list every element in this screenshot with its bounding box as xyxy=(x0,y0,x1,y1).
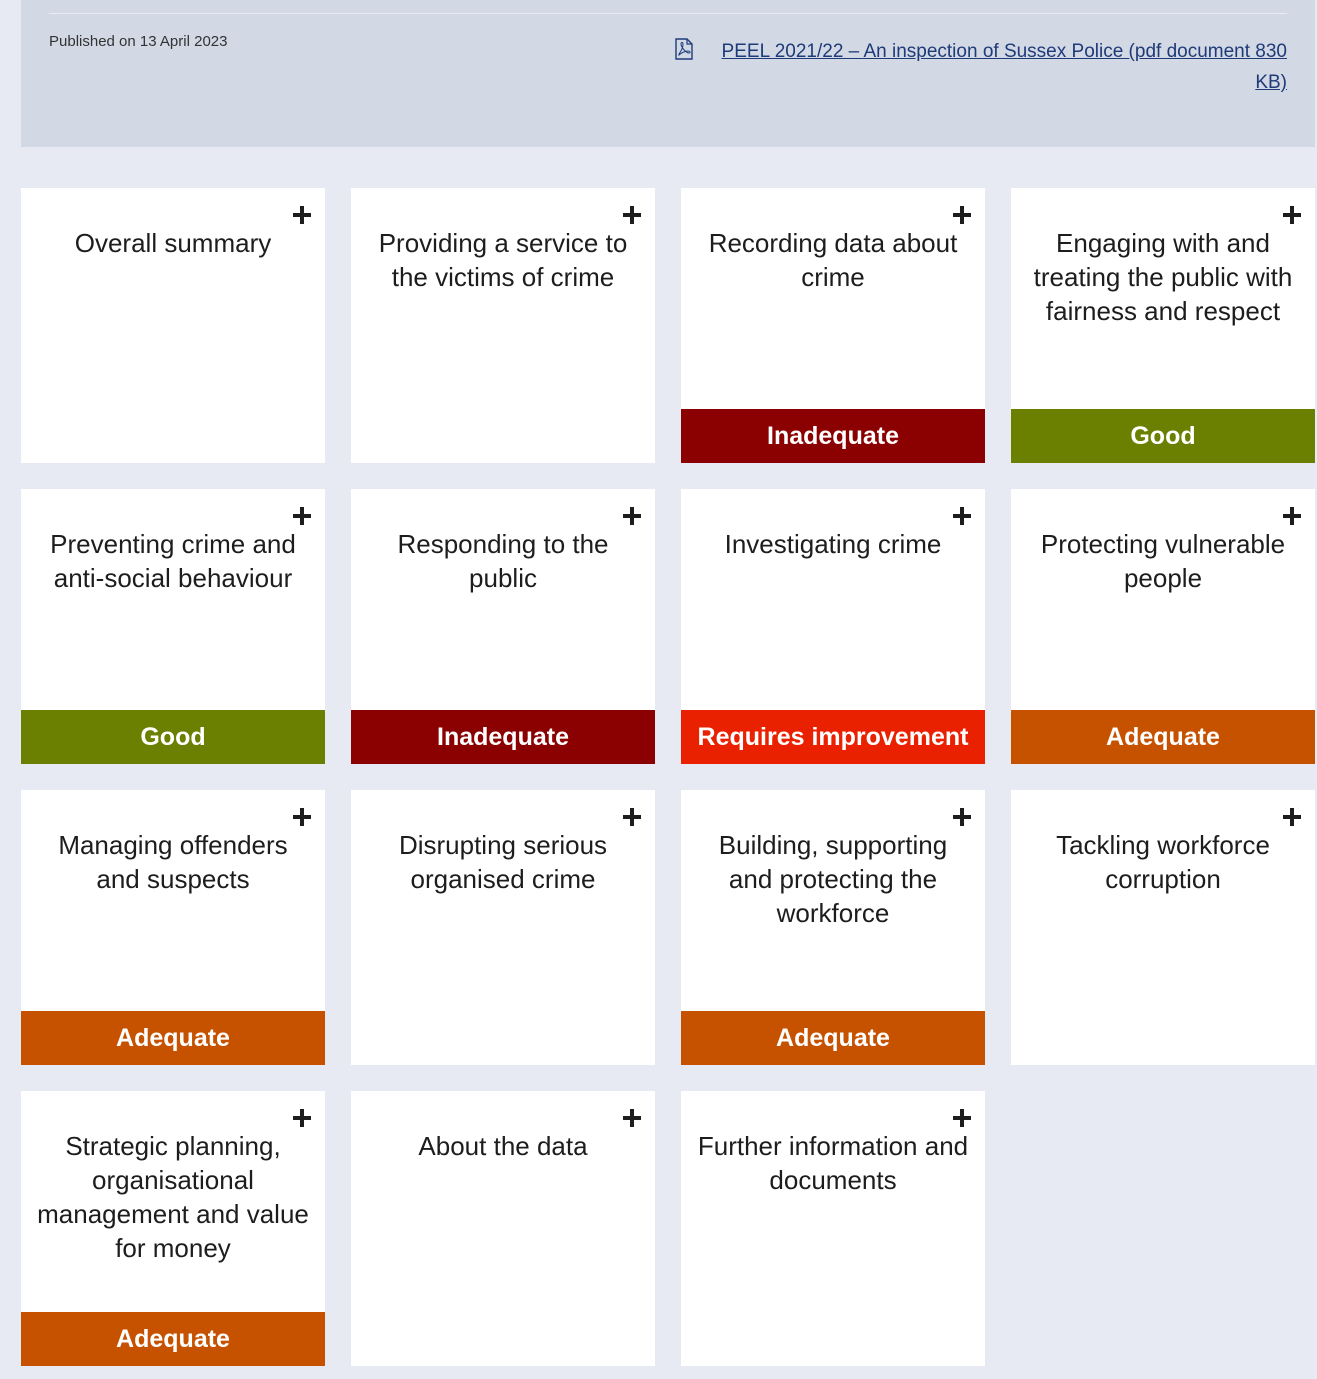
card-title: Preventing crime and anti-social behaviour xyxy=(50,529,296,593)
expand-plus-icon[interactable] xyxy=(1283,206,1301,224)
expand-plus-icon[interactable] xyxy=(293,1109,311,1127)
inspection-card[interactable] xyxy=(351,790,655,1065)
inspection-card[interactable] xyxy=(1011,489,1315,764)
header-divider xyxy=(49,13,1287,14)
expand-plus-icon[interactable] xyxy=(953,808,971,826)
rating-badge: Adequate xyxy=(1011,710,1315,764)
rating-badge: Adequate xyxy=(681,1011,985,1065)
expand-plus-icon[interactable] xyxy=(623,808,641,826)
card-title: Disrupting serious organised crime xyxy=(398,830,608,894)
expand-plus-icon[interactable] xyxy=(953,1109,971,1127)
expand-plus-icon[interactable] xyxy=(293,507,311,525)
inspection-card[interactable] xyxy=(351,1091,655,1366)
inspection-card[interactable] xyxy=(21,489,325,764)
card-title: Providing a service to the victims of crime xyxy=(378,228,628,292)
pdf-file-icon xyxy=(675,38,693,60)
card-title: Tackling workforce corruption xyxy=(1056,830,1270,894)
inspection-card[interactable] xyxy=(21,1091,325,1366)
expand-plus-icon[interactable] xyxy=(1283,507,1301,525)
rating-badge: Good xyxy=(1011,409,1315,463)
expand-plus-icon[interactable] xyxy=(623,206,641,224)
expand-plus-icon[interactable] xyxy=(293,206,311,224)
rating-badge: Inadequate xyxy=(681,409,985,463)
expand-plus-icon[interactable] xyxy=(1283,808,1301,826)
expand-plus-icon[interactable] xyxy=(623,1109,641,1127)
pdf-download-link[interactable] xyxy=(675,36,1287,98)
inspection-card[interactable] xyxy=(681,188,985,463)
card-title: Recording data about crime xyxy=(708,228,958,292)
expand-plus-icon[interactable] xyxy=(293,808,311,826)
rating-badge: Good xyxy=(21,710,325,764)
card-title: Strategic planning, organisational management and value for money xyxy=(37,1131,309,1263)
inspection-card[interactable] xyxy=(1011,790,1315,1065)
rating-badge: Adequate xyxy=(21,1312,325,1366)
rating-badge: Requires improvement xyxy=(681,710,985,764)
inspection-card[interactable] xyxy=(351,489,655,764)
inspection-card[interactable] xyxy=(681,489,985,764)
inspection-card[interactable] xyxy=(21,790,325,1065)
card-title: Overall summary xyxy=(74,228,272,258)
card-title: Managing offenders and suspects xyxy=(58,830,288,894)
pdf-link-text[interactable]: PEEL 2021/22 – An inspection of Sussex Police (pdf document 830 KB) xyxy=(721,41,1287,93)
card-title: Investigating crime xyxy=(724,529,942,559)
expand-plus-icon[interactable] xyxy=(953,507,971,525)
expand-plus-icon[interactable] xyxy=(953,206,971,224)
rating-badge: Adequate xyxy=(21,1011,325,1065)
inspection-card[interactable] xyxy=(351,188,655,463)
inspection-card[interactable] xyxy=(681,790,985,1065)
card-title: Further information and documents xyxy=(697,1131,969,1195)
inspection-card[interactable] xyxy=(681,1091,985,1366)
card-title: Building, supporting and protecting the workforce xyxy=(718,830,948,928)
rating-badge: Inadequate xyxy=(351,710,655,764)
inspection-card[interactable] xyxy=(1011,188,1315,463)
published-date: Published on 13 April 2023 xyxy=(49,33,228,50)
card-title: Protecting vulnerable people xyxy=(1040,529,1286,593)
card-title: Responding to the public xyxy=(397,529,609,593)
inspection-card[interactable] xyxy=(21,188,325,463)
expand-plus-icon[interactable] xyxy=(623,507,641,525)
card-title: About the data xyxy=(418,1131,588,1161)
card-title: Engaging with and treating the public with fairness and respect xyxy=(1033,228,1293,326)
header-panel xyxy=(21,0,1315,147)
